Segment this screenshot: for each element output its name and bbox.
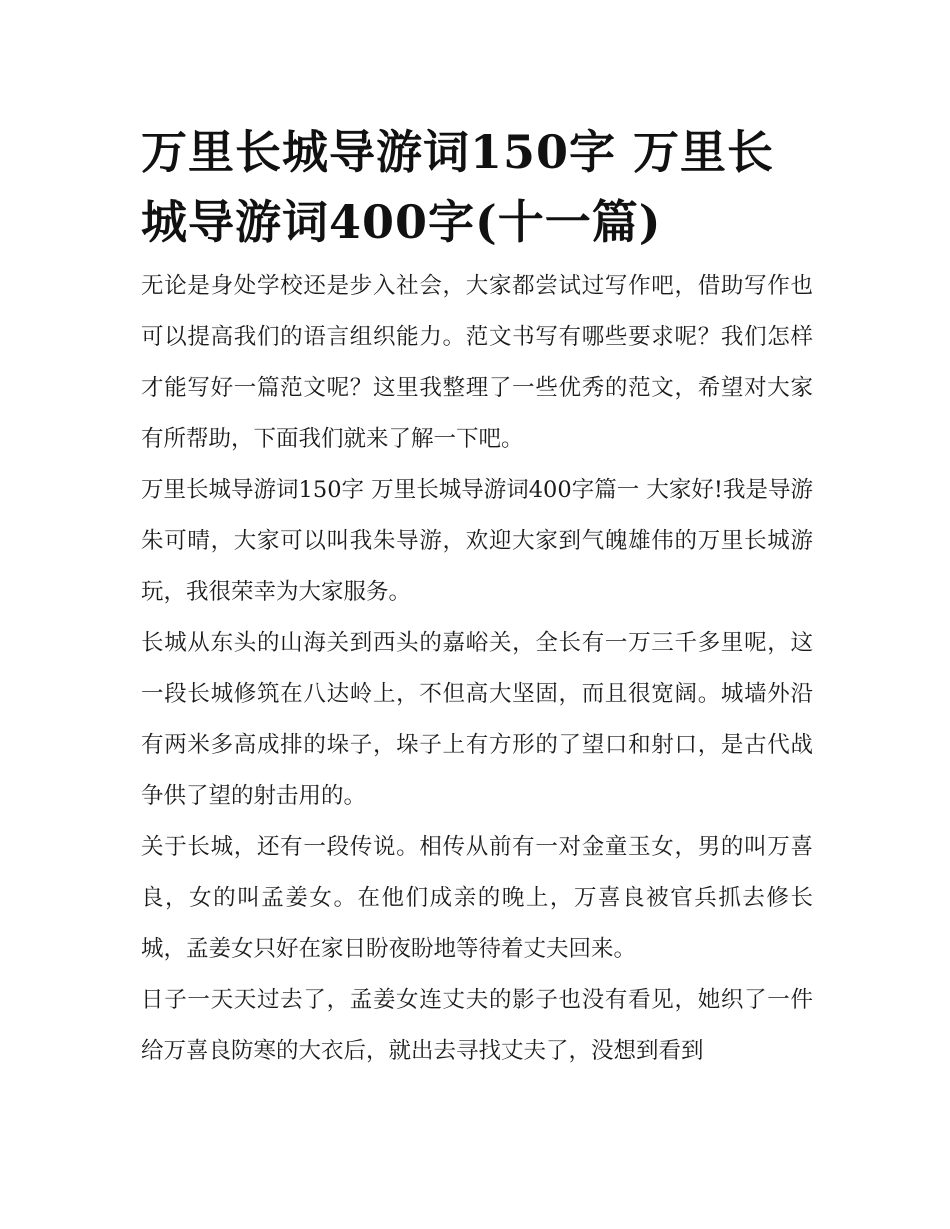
document-title: 万里长城导游词150字 万里长城导游词400字(十一篇): [141, 125, 775, 249]
paragraph-intro: 无论是身处学校还是步入社会，大家都尝试过写作吧，借助写作也可以提高我们的语言组织能力。范文书写有哪些要求呢？我们怎样才能写好一篇范文呢？这里我整理了一些优秀的范文，希望对大家有所帮助，下面我们就来了解一下吧。: [141, 273, 813, 452]
paragraph-great-wall-description: 长城从东头的山海关到西头的嘉峪关，全长有一万三千多里呢，这一段长城修筑在八达岭上，不但高大坚固，而且很宽阔。城墙外沿有两米多高成排的垛子，垛子上有方形的了望口和射口，是古代战争供了望的射击用的。: [141, 630, 813, 809]
paragraph-greeting: 万里长城导游词150字 万里长城导游词400字篇一 大家好!我是导游朱可晴，大家可以叫我朱导游，欢迎大家到气魄雄伟的万里长城游玩，我很荣幸为大家服务。: [141, 477, 813, 605]
document-body: [141, 117, 813, 1077]
paragraph-legend-intro: 关于长城，还有一段传说。相传从前有一对金童玉女，男的叫万喜良，女的叫孟姜女。在他们成亲的晚上，万喜良被官兵抓去修长城，孟姜女只好在家日盼夜盼地等待着丈夫回来。: [141, 834, 813, 962]
paragraph-legend-continued: 日子一天天过去了，孟姜女连丈夫的影子也没有看见，她织了一件给万喜良防寒的大衣后，就出去寻找丈夫了，没想到看到: [141, 987, 813, 1064]
